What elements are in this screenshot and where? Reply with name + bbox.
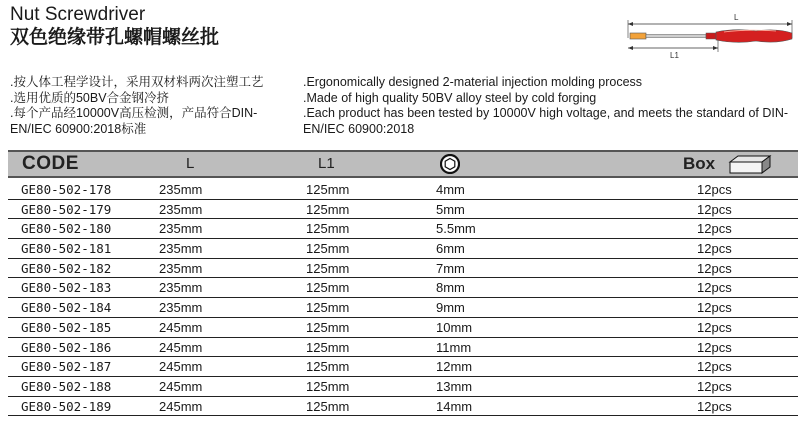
cell-l1: 125mm: [306, 398, 350, 414]
cell-l: 245mm: [159, 378, 203, 394]
cell-l1: 125mm: [306, 300, 350, 316]
cell-l: 235mm: [159, 300, 203, 316]
product-title-en: Nut Screwdriver: [10, 4, 146, 25]
description-zh-line: .选用优质的50BV合金钢冷挤: [10, 90, 170, 105]
table-row: [8, 357, 798, 377]
description-zh-line: .按人体工程学设计，采用双材料两次注塑工艺: [10, 75, 264, 89]
cell-code: GE80-502-187: [21, 359, 112, 375]
cell-size: 13mm: [436, 378, 473, 394]
header-l: L: [186, 155, 195, 172]
cell-code: GE80-502-179: [21, 201, 112, 217]
cell-size: 11mm: [436, 339, 472, 355]
cell-l1: 125mm: [306, 280, 350, 296]
cell-code: GE80-502-188: [21, 378, 112, 394]
cell-code: GE80-502-178: [21, 182, 112, 197]
cell-l: 245mm: [159, 359, 203, 375]
cell-size: 5.5mm: [436, 221, 476, 237]
cell-size: 9mm: [436, 300, 465, 316]
cell-l1: 125mm: [306, 260, 350, 276]
description-zh: [10, 75, 295, 137]
screwdriver-dimension-diagram: [626, 6, 796, 66]
cell-qty: 12pcs: [697, 378, 732, 394]
cell-l: 235mm: [159, 201, 203, 217]
cell-l1: 125mm: [306, 241, 350, 257]
cell-code: GE80-502-180: [21, 221, 112, 237]
cell-qty: 12pcs: [697, 201, 732, 217]
cell-l1: 125mm: [306, 221, 350, 237]
cell-l: 245mm: [159, 319, 203, 335]
diagram-label-l: L: [734, 13, 739, 22]
product-table: [8, 180, 798, 416]
table-row: [8, 239, 798, 259]
table-row: [8, 377, 798, 397]
cell-size: 10mm: [436, 319, 473, 335]
table-row: [8, 278, 798, 298]
table-row: [8, 259, 798, 279]
table-header: [8, 150, 798, 178]
cell-size: 8mm: [436, 280, 465, 296]
cell-l: 235mm: [159, 241, 203, 257]
cell-code: GE80-502-186: [21, 339, 112, 355]
cell-size: 6mm: [436, 241, 465, 257]
hexagon-icon: [440, 154, 460, 178]
cell-l1: 125mm: [306, 182, 350, 197]
cell-l1: 125mm: [306, 378, 350, 394]
cell-l1: 125mm: [306, 201, 350, 217]
description-en-line: .Made of high quality 50BV alloy steel by cold forging: [303, 90, 597, 105]
cell-code: GE80-502-182: [21, 260, 112, 276]
cell-qty: 12pcs: [697, 300, 732, 316]
header-l1: L1: [318, 155, 335, 172]
table-row: [8, 338, 798, 358]
description-zh-line: .每个产品经10000V高压检测，产品符合DIN-EN/IEC 60900:2018标准: [10, 106, 258, 136]
table-row: [8, 180, 798, 200]
header-box: Box: [683, 154, 716, 173]
cell-size: 14mm: [436, 398, 473, 414]
cell-l1: 125mm: [306, 359, 350, 375]
cell-qty: 12pcs: [697, 339, 732, 355]
cell-code: GE80-502-181: [21, 241, 112, 257]
box-icon: [728, 154, 772, 178]
cell-l1: 125mm: [306, 339, 350, 355]
header-code: CODE: [22, 153, 79, 174]
product-title-zh: 双色绝缘带孔螺帽螺丝批: [10, 27, 220, 48]
table-row: [8, 219, 798, 239]
description-en: [303, 75, 798, 137]
cell-qty: 12pcs: [697, 221, 732, 237]
description-en-line: .Each product has been tested by 10000V high voltage, and meets the standard of DIN-EN/IEC 60900:2018: [303, 106, 789, 136]
table-row: [8, 200, 798, 220]
table-row: [8, 298, 798, 318]
cell-l: 235mm: [159, 280, 203, 296]
cell-l1: 125mm: [306, 319, 350, 335]
cell-size: 12mm: [436, 359, 473, 375]
cell-qty: 12pcs: [697, 280, 732, 296]
cell-l: 245mm: [159, 398, 203, 414]
diagram-label-l1: L1: [670, 51, 679, 60]
cell-size: 5mm: [436, 201, 465, 217]
table-row: [8, 397, 798, 417]
cell-size: 7mm: [436, 260, 465, 276]
cell-qty: 12pcs: [697, 260, 732, 276]
cell-qty: 12pcs: [697, 398, 732, 414]
cell-qty: 12pcs: [697, 241, 732, 257]
cell-size: 4mm: [436, 182, 465, 197]
cell-qty: 12pcs: [697, 359, 732, 375]
cell-l: 235mm: [159, 260, 203, 276]
cell-code: GE80-502-184: [21, 300, 112, 316]
table-row: [8, 318, 798, 338]
cell-code: GE80-502-185: [21, 319, 112, 335]
cell-code: GE80-502-183: [21, 280, 112, 296]
cell-l: 245mm: [159, 339, 203, 355]
cell-l: 235mm: [159, 182, 203, 197]
cell-qty: 12pcs: [697, 182, 732, 197]
cell-qty: 12pcs: [697, 319, 732, 335]
cell-l: 235mm: [159, 221, 203, 237]
description-en-line: .Ergonomically designed 2-material injection molding process: [303, 75, 643, 89]
cell-code: GE80-502-189: [21, 398, 112, 414]
